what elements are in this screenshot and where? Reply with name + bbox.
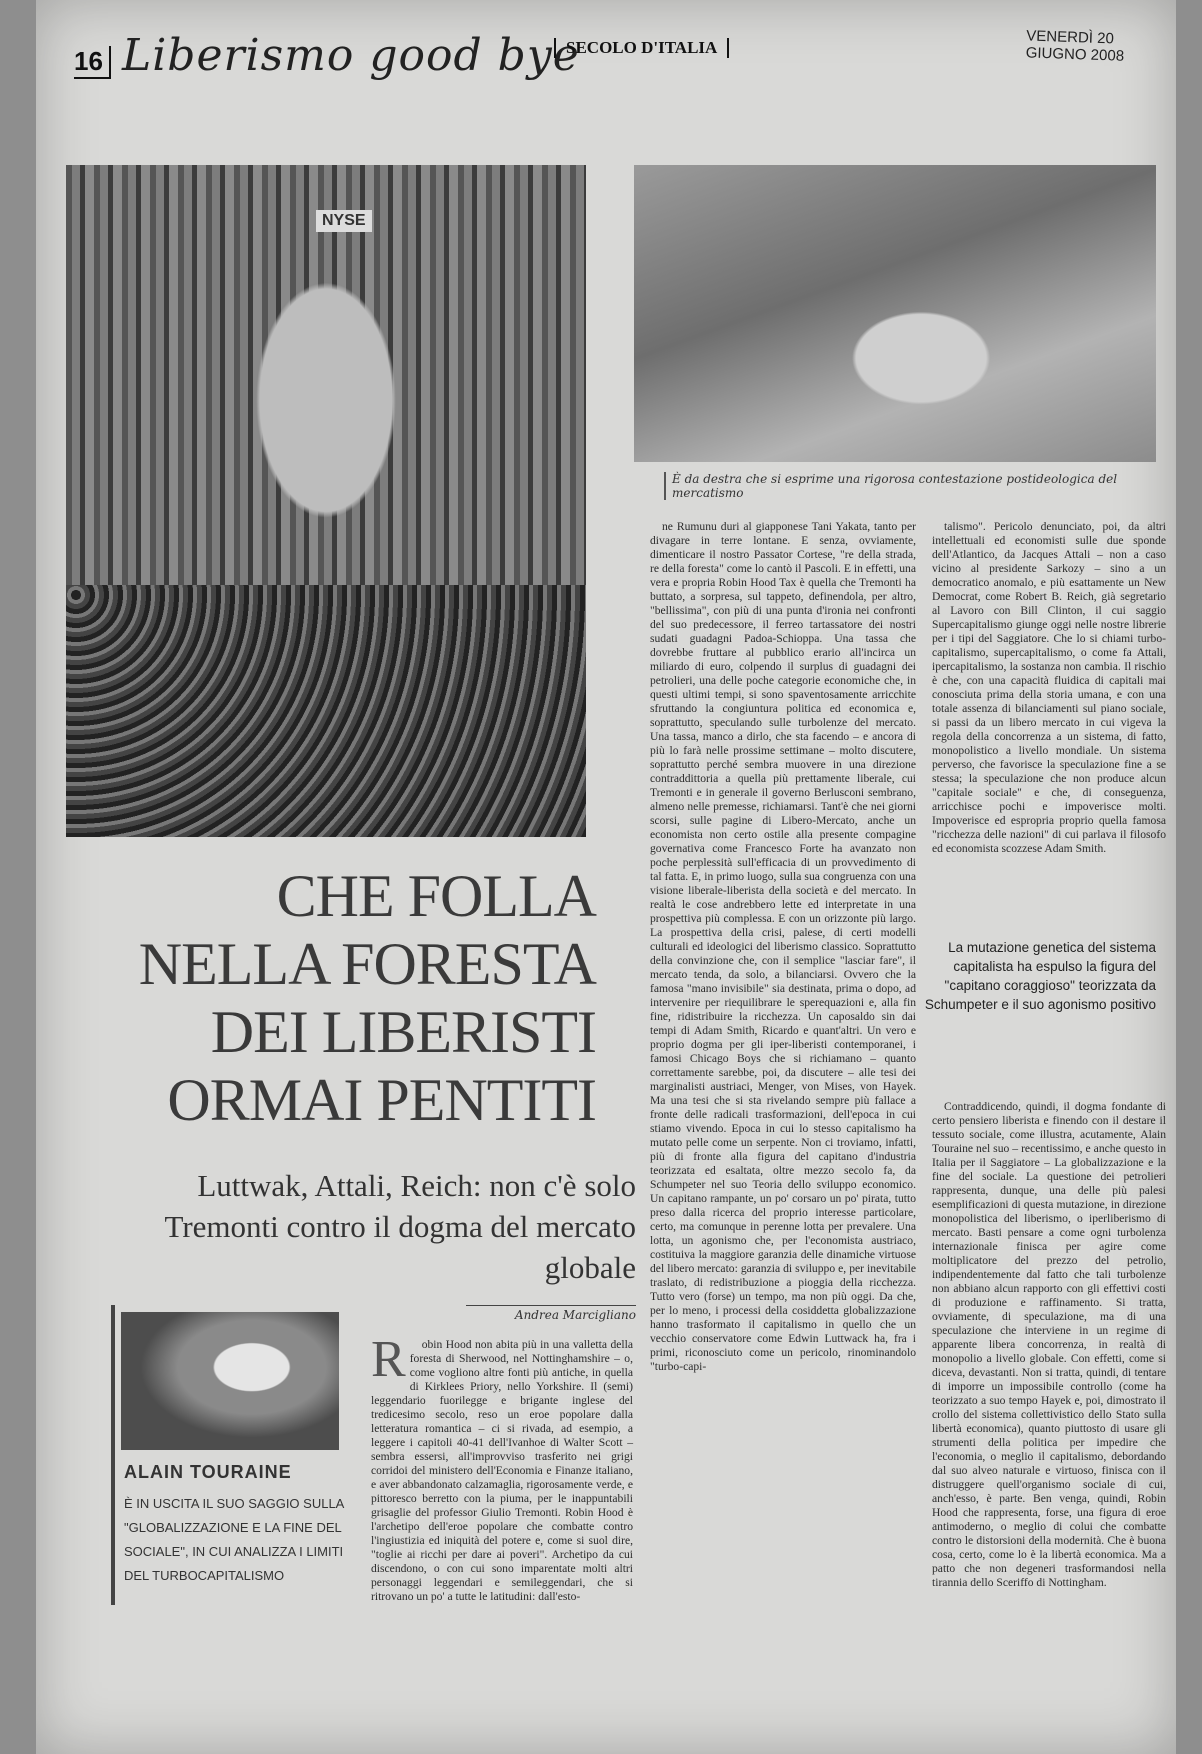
headline-line-2: NELLA FORESTA (138, 931, 596, 997)
nyse-sign: NYSE (316, 210, 372, 232)
article-column-2 (650, 520, 916, 1374)
column-1-text: obin Hood non abita più in una valletta della foresta di Sherwood, nel Nottinghamshire – o, come vogliono altre fonti più antiche, in quella di Kirklees Priory, nello Yorkshire. Il (semi) leggendario fuorilegge e brigante inglese del tredicesimo secolo, reso un eroe popolare dalla letteratura romantica – ci si rivada, ad esempio, a leggere i capitoli 40-41 dell'Ivanhoe di Walter Scott – sembra essersi, all'improvviso trasferito nei grigi corridoi del ministero dell'Economia e Finanze italiano, e aver abbandonato calzamaglia, rigorosamente verde, e pittoresco berretto con la piuma, per le inappuntabili grisaglie del professor Giulio Tremonti. Robin Hood è l'archetipo dell'eroe popolare che combatte contro l'ingiustizia ed iniquità del potere e, come si suol dire, "toglie ai ricchi per dare ai poveri". Archetipo da cui discendono, o con cui sono imparentate molti altri personaggi leggendari e semileggendari, che si ritrovano un po' a tutte le latitudini: dall'esto- (371, 1338, 633, 1603)
column-2-text: ne Rumunu duri al giapponese Tani Yakata, tanto per divagare in terre lontane. E senza, ovviamente, dimenticare il nostro Passator Cortese, "re della strada, re della foresta" come lo cantò il Pascoli. E in effetti, una vera e propria Robin Hood Tax è quella che Tremonti ha buttato, a sorpresa, sul tappeto, definendola, per altro, "bellissima", con più di una punta d'ironia nei confronti del suo predecessore, il ferreo tartassatore dei nostri sudati guadagni Padoa-Schioppa. Una tassa che dovrebbe fruttare al pubblico erario all'incirca un miliardo di euro, colpendo il surplus di guadagni dei petrolieri, una delle poche categorie economiche che, in questi ultimi tempi, si sono spaventosamente arricchite sfruttando la congiuntura politica ed economica e, soprattutto, speculando sulle turbolenze del mercato. Una tassa, manco a dirlo, che sta facendo – e ancora di più lo farà nelle prossime settimane – molto discutere, soprattutto perché sembra muovere in una direzione contraddittoria a quella più prettamente liberale, cui Tremonti e in generale il governo Berlusconi sembrano, almeno nelle premesse, richiamarsi. Tant'è che nei giorni scorsi, sulle pagine di Libero-Mercato, anche un economista non certo ostile alla presente compagine governativa come Francesco Forte ha avanzato non poche perplessità sull'efficacia di un provvedimento di tal fatta. E, in primo luogo, sulla sua congruenza con una visione liberale-liberista della società e del mercato. In realtà le cose andrebbero lette ed interpretate in una prospettiva più complessa. E con un orizzonte più largo. La prospettiva della crisi, palese, di certi modelli culturali ed ideologici del liberismo classico. Soprattutto della convinzione che, con il semplice "lasciar fare", il mercato tenda, da solo, a bilanciarsi. Ovvero che la famosa "mano invisibile" sia destinata, prima o dopo, ad intervenire per riequilibrare le sperequazioni e, alla fin fine, ridistribuire la ricchezza. Un caposaldo sin dai tempi di Adam Smith, Ricardo e quant'altri. Un vero e proprio dogma per gli iper-liberisti contemporanei, i famosi Chicago Boys che si richiamano – quanto correttamente sarebbe, poi, da discutere – alle tesi dei marginalisti austriaci, Menger, von Mises, von Hayek. Ma una tesi che si sta rivelando sempre più fallace a fronte delle radicali trasformazioni, dell'epoca in cui stiamo vivendo. Epoca in cui lo stesso capitalismo ha mutato pelle come un serpente. Non ci troviamo, infatti, più di fronte alla figura del capitano d'industria teorizzata ed esaltata, oltre mezzo secolo fa, da Schumpeter nel suo Teoria dello sviluppo economico. Un capitano rampante, un po' corsaro un po' pirata, tutto preso dalla ricerca del proprio interesse particolare, certo, ma comunque in perenne lotta per prevalere. Una lotta, un agonismo che, per l'economista austriaco, costituiva la maggiore garanzia delle dinamiche virtuose del libero mercato: garanzia di sviluppo e, per inevitabile traslato, di redistribuzione a pioggia della ricchezza. Tutto vero (forse) un tempo, ma non più oggi. Da che, per lo meno, i processi della cosiddetta globalizzazione hanno trasformato il capitalismo in quello che un vecchio conservatore come Edwin Luttwack ha, fra i primi, riconosciuto come un pericolo, rinominandolo "turbo-capi- (650, 520, 916, 1373)
newspaper-page (36, 0, 1176, 1754)
sidebar-text: È IN USCITA IL SUO SAGGIO SULLA "GLOBALIZZAZIONE E LA FINE DEL SOCIALE", IN CUI ANALIZZA I LIMITI DEL TURBOCAPITALISMO (124, 1496, 344, 1583)
article-column-1 (371, 1331, 633, 1604)
column-3b-text: Contraddicendo, quindi, il dogma fondante di certo pensiero liberista e finendo con il destare il tessuto sociale, come illustra, acutamente, Alain Touraine nel suo – recentissimo, e anche questo in Italia per il Saggiatore – La globalizzazione e la fine del sociale. La questione dei petrolieri rappresenta, dunque, una delle più palesi esemplificazioni di questa mutazione, in direzione monopolistica del liberismo, o iperliberismo di mercato. Basti pensare a come ogni turbolenza internazionale finisca per agire come moltiplicatore del prezzo del petrolio, indipendentemente dal fatto che tali turbolenze non abbiano alcun rapporto con gli effettivi costi di produzione e raffinamento. Si tratta, ovviamente, di speculazione, ma di una speculazione che interviene in un regime di apparente libera concorrenza, in realtà di monopolio a livello globale. Con effetti, come si diceva, devastanti. Non si tratta, quindi, di tentare di imporre un impossibile controllo (come ha teorizzato a suo tempo Hayek e, poi, dimostrato il crollo del sistema collettivistico dello Stato sulla libertà economica), quanto piuttosto di usare gli strumenti della politica per impedire che l'economia, o meglio il capitalismo, debordando dal suo alveo naturale e virtuoso, finisca con il distruggere quell'organismo sociale di cui, anch'esso, è parte. Ben venga, quindi, Robin Hood che rappresenta, forse, una figura di eroe antimoderno, o meglio di colui che combatte contro le distorsioni della modernità. Che è buona cosa, certo, come lo è la libertà economica. Ma a patto che non degeneri trasformandosi nella tirannia dello Sceriffo di Nottingham. (932, 1100, 1166, 1589)
issue-date: VENERDÌ 20 GIUGNO 2008 (1025, 27, 1125, 65)
drop-cap: R (371, 1331, 406, 1388)
author-byline: Andrea Marcigliano (466, 1305, 636, 1322)
sidebar-name: ALAIN TOURAINE (124, 1462, 292, 1482)
trading-floor-photo (66, 165, 586, 837)
column-3-text: talismo". Pericolo denunciato, poi, da altri intellettuali ed economisti sulle due sponde dell'Atlantico, da Jacques Attali – non a caso vicino al presidente Sarkozy – sino a un democratico anomalo, e più esattamente un New Democrat, come Robert B. Reich, già segretario al Lavoro con Bill Clinton, il cui saggio Supercapitalismo giunge oggi nelle nostre librerie per i tipi del Saggiatore. Che lo si chiami turbo-capitalismo, supercapitalismo, o come fa Attali, ipercapitalismo, la sostanza non cambia. Il rischio è che, con una capacità fluidica di capitali mai conosciuta prima della storia umana, e con una totale assenza di bilanciamenti sul piano sociale, si passi da un libero mercato in cui vigeva la regola della concorrenza a un sistema, di fatto, monopolistico a livello mondiale. Un sistema perverso, che favorisce la speculazione fine a se stessa; la speculazione che non produce alcun "capitale sociale" e che, di conseguenza, arricchisce pochi e impoverisce molti. Impoverisce ed espropria proprio quella famosa "ricchezza delle nazioni" di cui parlava il filosofo ed economista scozzese Adam Smith. (932, 520, 1166, 855)
crowd-texture (66, 585, 586, 837)
headline (76, 862, 596, 1134)
subheadline: Luttwak, Attali, Reich: non c'è solo Tremonti contro il dogma del mercato globale (164, 1168, 636, 1285)
protest-photo (634, 165, 1156, 462)
article-column-3 (932, 520, 1166, 856)
photo-caption: È da destra che si esprime una rigorosa contestazione postideologica del mercatismo (664, 472, 1172, 500)
newspaper-name: SECOLO D'ITALIA (554, 38, 729, 58)
headline-line-4: ORMAI PENTITI (167, 1067, 596, 1133)
headline-line-3: DEI LIBERISTI (210, 999, 596, 1065)
article-column-3-bottom (932, 1100, 1166, 1590)
touraine-portrait (121, 1312, 339, 1450)
headline-line-1: CHE FOLLA (276, 863, 596, 929)
pull-quote: La mutazione genetica del sistema capitalista ha espulso la figura del "capitano coraggioso" teorizzata da Schumpeter e il suo agonismo positivo (924, 940, 1156, 1012)
section-title: Liberismo good bye (122, 30, 580, 81)
page-number: 16 (74, 46, 111, 79)
